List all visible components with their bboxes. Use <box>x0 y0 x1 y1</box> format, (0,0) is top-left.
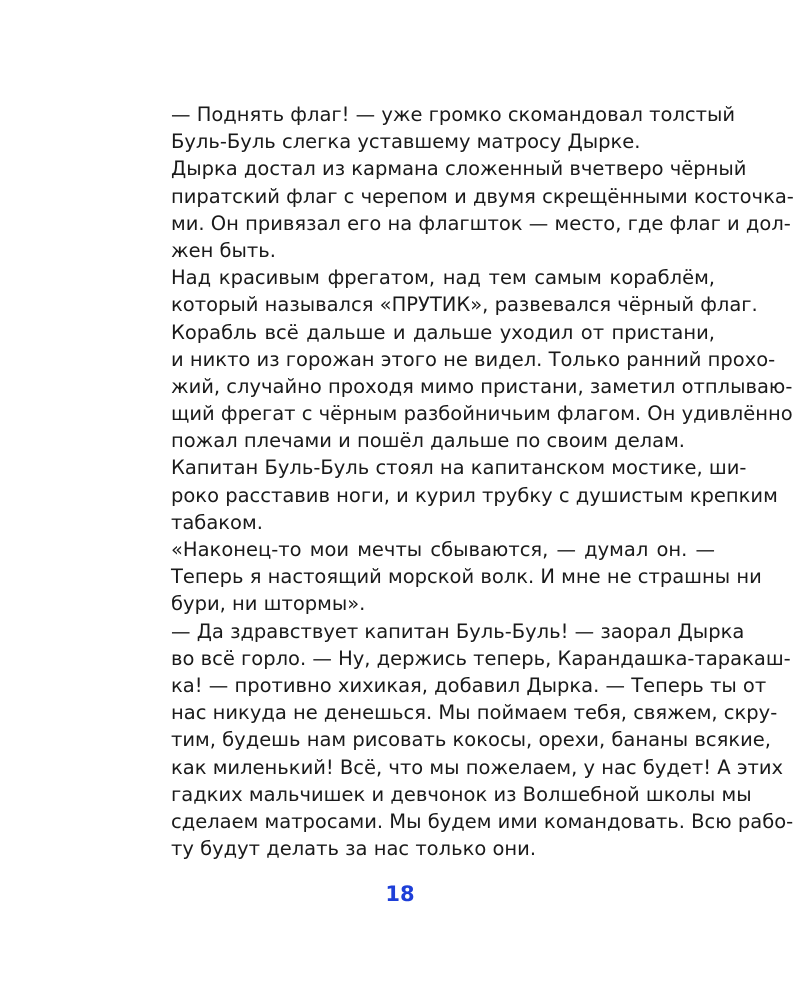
body-text <box>131 101 794 862</box>
text-line: ка! — противно хихикая, добавил Дырка. — Теперь ты от <box>171 673 767 697</box>
text-line: нас никуда не денешься. Мы поймаем тебя, свяжем, скру- <box>171 701 778 725</box>
text-line: Теперь я настоящий морской волк. И мне не страшны ни <box>171 565 762 589</box>
text-line: бури, ни штормы». <box>171 592 366 616</box>
text-line: щий фрегат с чёрным разбойничьим флагом. Он удивлённо <box>171 402 793 426</box>
text-line: — Поднять флаг! — уже громко скомандовал толстый <box>171 103 736 126</box>
text-line: во всё горло. — Ну, держись теперь, Карандашка-таракаш- <box>171 646 791 670</box>
page-number: 18 <box>385 882 415 906</box>
text-line: «Наконец-то мои мечты сбываются, — думал он. — <box>171 538 715 561</box>
text-line: и никто из горожан этого не видел. Только ранний прохо- <box>171 347 776 371</box>
text-line: гадких мальчишек и девчонок из Волшебной школы мы <box>171 782 752 806</box>
text-line: ту будут делать за нас только они. <box>171 837 537 861</box>
text-line: жен быть. <box>171 238 276 262</box>
text-line: как миленький! Всё, что мы пожелаем, у нас будет! А этих <box>171 755 784 779</box>
paragraph <box>131 264 758 318</box>
paragraph <box>131 454 778 536</box>
text-line: который назывался «ПРУТИК», развевался чёрный флаг. <box>171 293 758 317</box>
paragraph <box>131 618 794 863</box>
text-line: сделаем матросами. Мы будем ими командовать. Всю рабо- <box>171 809 794 833</box>
paragraph <box>131 101 736 155</box>
paragraph <box>131 319 793 455</box>
text-line: пиратский флаг с черепом и двумя скрещёнными косточка- <box>171 184 794 208</box>
text-line: жий, случайно проходя мимо пристани, заметил отплываю- <box>171 374 793 398</box>
text-line: Корабль всё дальше и дальше уходил от пристани, <box>171 320 715 344</box>
text-line: табаком. <box>171 510 263 534</box>
text-line: Капитан Буль-Буль стоял на капитанском мостике, ши- <box>171 456 747 480</box>
text-line: — Да здравствует капитан Буль-Буль! — заорал Дырка <box>171 619 745 643</box>
text-line: Над красивым фрегатом, над тем самым кораблём, <box>171 266 715 290</box>
text-line: Буль-Буль слегка уставшему матросу Дырке. <box>171 130 641 154</box>
text-line: пожал плечами и пошёл дальше по своим делам. <box>171 429 686 453</box>
text-line: Дырка достал из кармана сложенный вчетверо чёрный <box>171 157 747 181</box>
paragraph <box>131 155 794 264</box>
text-line: ми. Он привязал его на флагшток — место, где флаг и дол- <box>171 211 791 235</box>
text-line: роко расставив ноги, и курил трубку с душистым крепким <box>171 483 778 507</box>
paragraph <box>131 536 762 618</box>
text-line: тим, будешь нам рисовать кокосы, орехи, бананы всякие, <box>171 728 771 752</box>
